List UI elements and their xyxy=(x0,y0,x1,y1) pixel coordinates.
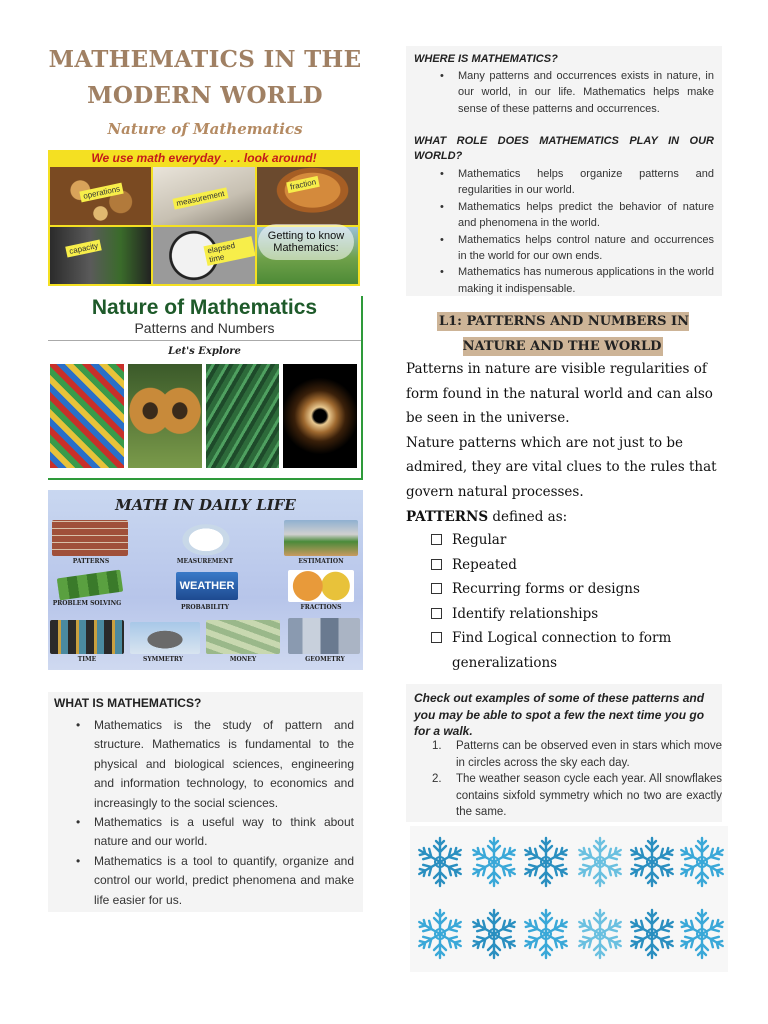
checklist-item xyxy=(430,553,720,578)
page-subtitle: Nature of Mathematics xyxy=(107,120,303,138)
patterns-label: PATTERNS xyxy=(406,508,489,525)
checklist-label: Find Logical connection to form generalizations xyxy=(452,630,672,671)
list-item: • Mathematics is a tool to quantify, organize and control our world, predict phenomena and make life easier for us. xyxy=(76,852,354,910)
bullet-list xyxy=(440,166,714,297)
checkbox-icon xyxy=(431,608,442,619)
checkbox-icon xyxy=(431,632,442,643)
sticky-label: capacity xyxy=(65,239,102,257)
section-title: WHERE IS MATHEMATICS? xyxy=(414,53,558,65)
math-everyday-image xyxy=(48,150,360,286)
image-title: MATH IN DAILY LIFE xyxy=(115,496,296,514)
clocks-photo xyxy=(50,620,124,654)
list-item: • Mathematics is the study of pattern and structure. Mathematics is fundamental to the physical and biological sciences, engineering and information technology, to economics and increasingly to the social sciences. xyxy=(76,716,354,813)
sticky-label: fraction xyxy=(286,176,320,193)
measuring-cup-photo xyxy=(176,520,236,556)
sticky-label: elapsed time xyxy=(204,236,255,266)
snowflake-icon xyxy=(628,910,676,958)
image-label: FRACTIONS xyxy=(300,604,342,611)
checklist-item xyxy=(430,577,720,602)
stadium-photo xyxy=(284,520,358,556)
checkbox-icon xyxy=(431,559,442,570)
image-label: PROBLEM SOLVING xyxy=(52,600,122,607)
image-label: MONEY xyxy=(229,656,257,663)
item-number: 2. xyxy=(432,773,442,785)
snowflake-icon xyxy=(522,838,570,886)
checkbox-icon xyxy=(431,583,442,594)
checkbox-icon xyxy=(431,534,442,545)
checklist-item xyxy=(430,626,720,675)
clock-photo xyxy=(153,227,254,285)
item-number: 1. xyxy=(432,740,442,752)
snowflake-icon xyxy=(678,910,726,958)
galaxy-photo xyxy=(283,364,357,468)
patterns-checklist xyxy=(430,528,720,676)
snowflake-icon xyxy=(416,910,464,958)
list-item: • Mathematics helps control nature and occurrences in the world for our own ends. xyxy=(440,232,714,265)
paragraph: Nature patterns which are not just to be admired, they are vital clues to the rules that govern natural processes. xyxy=(406,434,717,500)
coins-photo xyxy=(50,167,151,225)
image-label: SYMMETRY xyxy=(142,656,184,663)
checklist-item xyxy=(430,602,720,627)
fuel-pump-photo xyxy=(50,227,151,285)
image-label: PATTERNS xyxy=(72,558,110,565)
image-tagline: Let's Explore xyxy=(168,346,241,357)
list-item: • Mathematics helps organize patterns and regularities in our world. xyxy=(440,166,714,199)
math-daily-life-image xyxy=(48,490,363,670)
image-label: TIME xyxy=(77,656,97,663)
weather-icon xyxy=(176,572,238,600)
patterns-definition xyxy=(406,505,722,530)
list-item: • Many patterns and occurrences exists in nature, in our world, in our life. Mathematics helps make sense of these patterns and occurrences. xyxy=(440,68,714,117)
bricks-photo xyxy=(52,520,128,556)
divider xyxy=(48,340,361,341)
page-title: MATHEMATICS IN THE MODERN WORLD xyxy=(48,46,362,109)
image-banner: We use math everyday . . . look around! xyxy=(91,151,317,165)
item-text: Patterns can be observed even in stars which move in circles across the sky each day. xyxy=(456,740,722,769)
patterns-rest: defined as: xyxy=(488,508,568,525)
snowflake-icon xyxy=(628,838,676,886)
sticky-label: operations xyxy=(79,183,124,203)
checklist-label: Recurring forms or designs xyxy=(452,581,640,598)
butterfly-photo xyxy=(128,364,202,468)
lesson-heading-text: L1: PATTERNS AND NUMBERS IN NATURE AND THE WORLD xyxy=(438,314,690,354)
money-photo xyxy=(206,620,280,654)
image-label: PROBABILITY xyxy=(180,604,230,611)
snowflake-icon xyxy=(576,910,624,958)
fractions-photo xyxy=(288,570,354,602)
checklist-label: Repeated xyxy=(452,556,517,573)
examples-list xyxy=(432,738,722,821)
list-item xyxy=(432,738,722,771)
snowflake-icon xyxy=(470,838,518,886)
sticky-label: measurement xyxy=(173,187,229,209)
buildings-photo xyxy=(288,618,360,654)
item-text: The weather season cycle each year. All snowflakes contains sixfold symmetry which no two are exactly the same. xyxy=(456,773,722,818)
image-label: ESTIMATION xyxy=(298,558,344,565)
mosaic-photo xyxy=(50,364,124,468)
list-item xyxy=(432,771,722,821)
examples-lead: Check out examples of some of these patterns and you may be able to spot a few the next time you go for a walk. xyxy=(414,691,705,738)
list-item: • Mathematics is a useful way to think about nature and our world. xyxy=(76,813,354,852)
image-subtitle: Patterns and Numbers xyxy=(134,320,275,336)
pie-photo xyxy=(257,167,358,225)
paragraph: Patterns in nature are visible regularities of form found in the natural world and can also be seen in the universe. xyxy=(406,361,713,427)
examples-section xyxy=(406,684,722,822)
checklist-label: Regular xyxy=(452,532,507,548)
checklist-item xyxy=(430,528,720,553)
snowflake-icon xyxy=(576,838,624,886)
lesson-body xyxy=(406,357,722,529)
snowflake-icon xyxy=(470,910,518,958)
puzzle-photo xyxy=(57,570,123,601)
image-overlay-text: Getting to know Mathematics: xyxy=(258,224,354,260)
snowflake-icon xyxy=(416,838,464,886)
image-title: Nature of Mathematics xyxy=(91,296,318,319)
scale-photo xyxy=(153,167,254,225)
bullet-list xyxy=(440,68,714,117)
lesson-heading xyxy=(405,309,721,359)
weather-label: WEATHER xyxy=(179,580,235,592)
checklist-label: Identify relationships xyxy=(452,605,599,622)
section-title: WHAT IS MATHEMATICS? xyxy=(54,696,202,710)
where-role-section xyxy=(406,46,722,296)
what-is-math-section xyxy=(48,692,363,912)
image-label: GEOMETRY xyxy=(305,656,345,663)
nature-of-math-image xyxy=(48,296,363,480)
leaf-photo xyxy=(206,364,280,468)
snowflake-icon xyxy=(678,838,726,886)
section-title: WHAT ROLE DOES MATHEMATICS PLAY IN OUR WORLD? xyxy=(414,135,714,162)
bullet-list xyxy=(76,716,354,910)
snowflakes-image xyxy=(410,826,728,972)
image-label: MEASUREMENT xyxy=(176,558,234,565)
list-item: • Mathematics helps predict the behavior of nature and phenomena in the world. xyxy=(440,199,714,232)
snowflake-icon xyxy=(522,910,570,958)
list-item: • Mathematics has numerous applications in the world making it indispensable. xyxy=(440,264,714,297)
elephant-photo xyxy=(130,622,200,654)
